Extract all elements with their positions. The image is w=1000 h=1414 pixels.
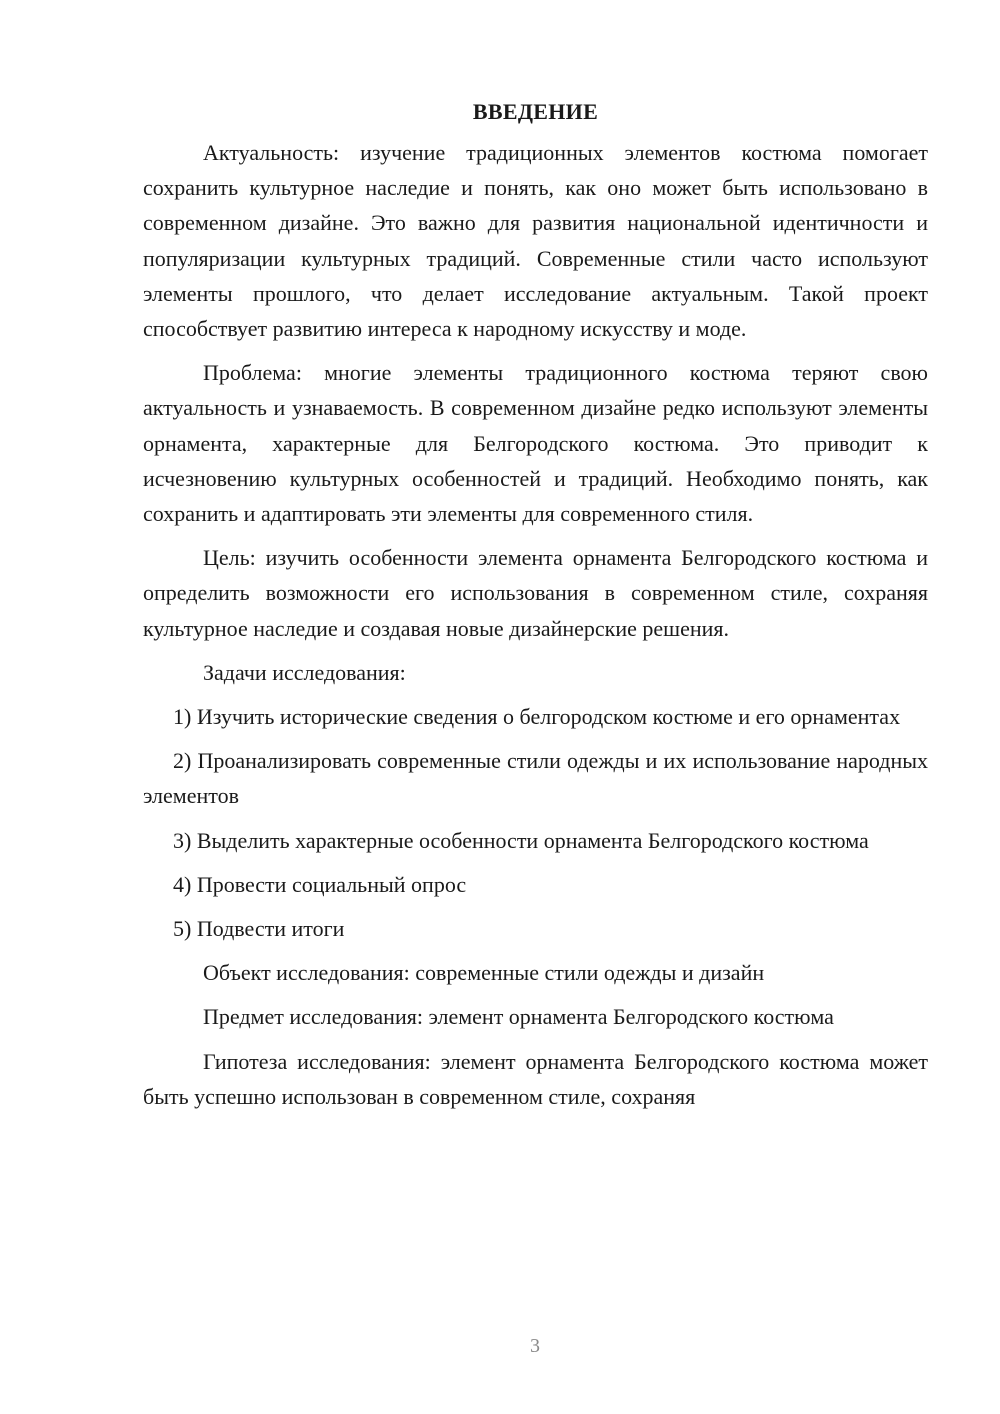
page-title: ВВЕДЕНИЕ bbox=[472, 99, 599, 124]
research-subject: Предмет исследования: элемент орнамента Белгородского костюма bbox=[203, 1004, 834, 1030]
research-hypothesis: Гипотеза исследования: элемент орнамента Белгородского костюма может быть успешно использован в современном стиле, сохраняя bbox=[143, 1048, 928, 1109]
task-item-1: 1) Изучить исторические сведения о белгородском костюме и его орнаментах bbox=[173, 704, 901, 730]
paragraph-relevance: Актуальность: изучение традиционных элементов костюма помогает сохранить культурное наследие и понять, как оно может быть использовано в современном дизайне. Это важно для развития национальной идентичности и популяризации культурных традиций. Современные стили часто используют элементы прошлого, что делает исследование актуальным. Такой проект способствует развитию интереса к народному искусству и моде. bbox=[143, 140, 928, 342]
tasks-heading: Задачи исследования: bbox=[203, 659, 406, 685]
task-item-5: 5) Подвести итоги bbox=[173, 916, 345, 942]
task-item-2: 2) Проанализировать современные стили одежды и их использование народных элементов bbox=[143, 748, 928, 809]
task-item-3: 3) Выделить характерные особенности орнамента Белгородского костюма bbox=[173, 827, 869, 853]
paragraph-goal: Цель: изучить особенности элемента орнамента Белгородского костюма и определить возможности его использования в современном стиле, сохраняя культурное наследие и создавая новые дизайнерские решения. bbox=[143, 545, 928, 641]
paragraph-problem: Проблема: многие элементы традиционного костюма теряют свою актуальность и узнаваемость. В современном дизайне редко используют элементы орнамента, характерные для Белгородского костюма. Это приводит к исчезновению культурных особенностей и традиций. Необходимо понять, как сохранить и адаптировать эти элементы для современного стиля. bbox=[143, 360, 928, 527]
task-item-4: 4) Провести социальный опрос bbox=[173, 871, 467, 897]
research-object: Объект исследования: современные стили одежды и дизайн bbox=[203, 960, 765, 986]
page-body bbox=[143, 94, 928, 1123]
page-number: 3 bbox=[530, 1335, 540, 1357]
